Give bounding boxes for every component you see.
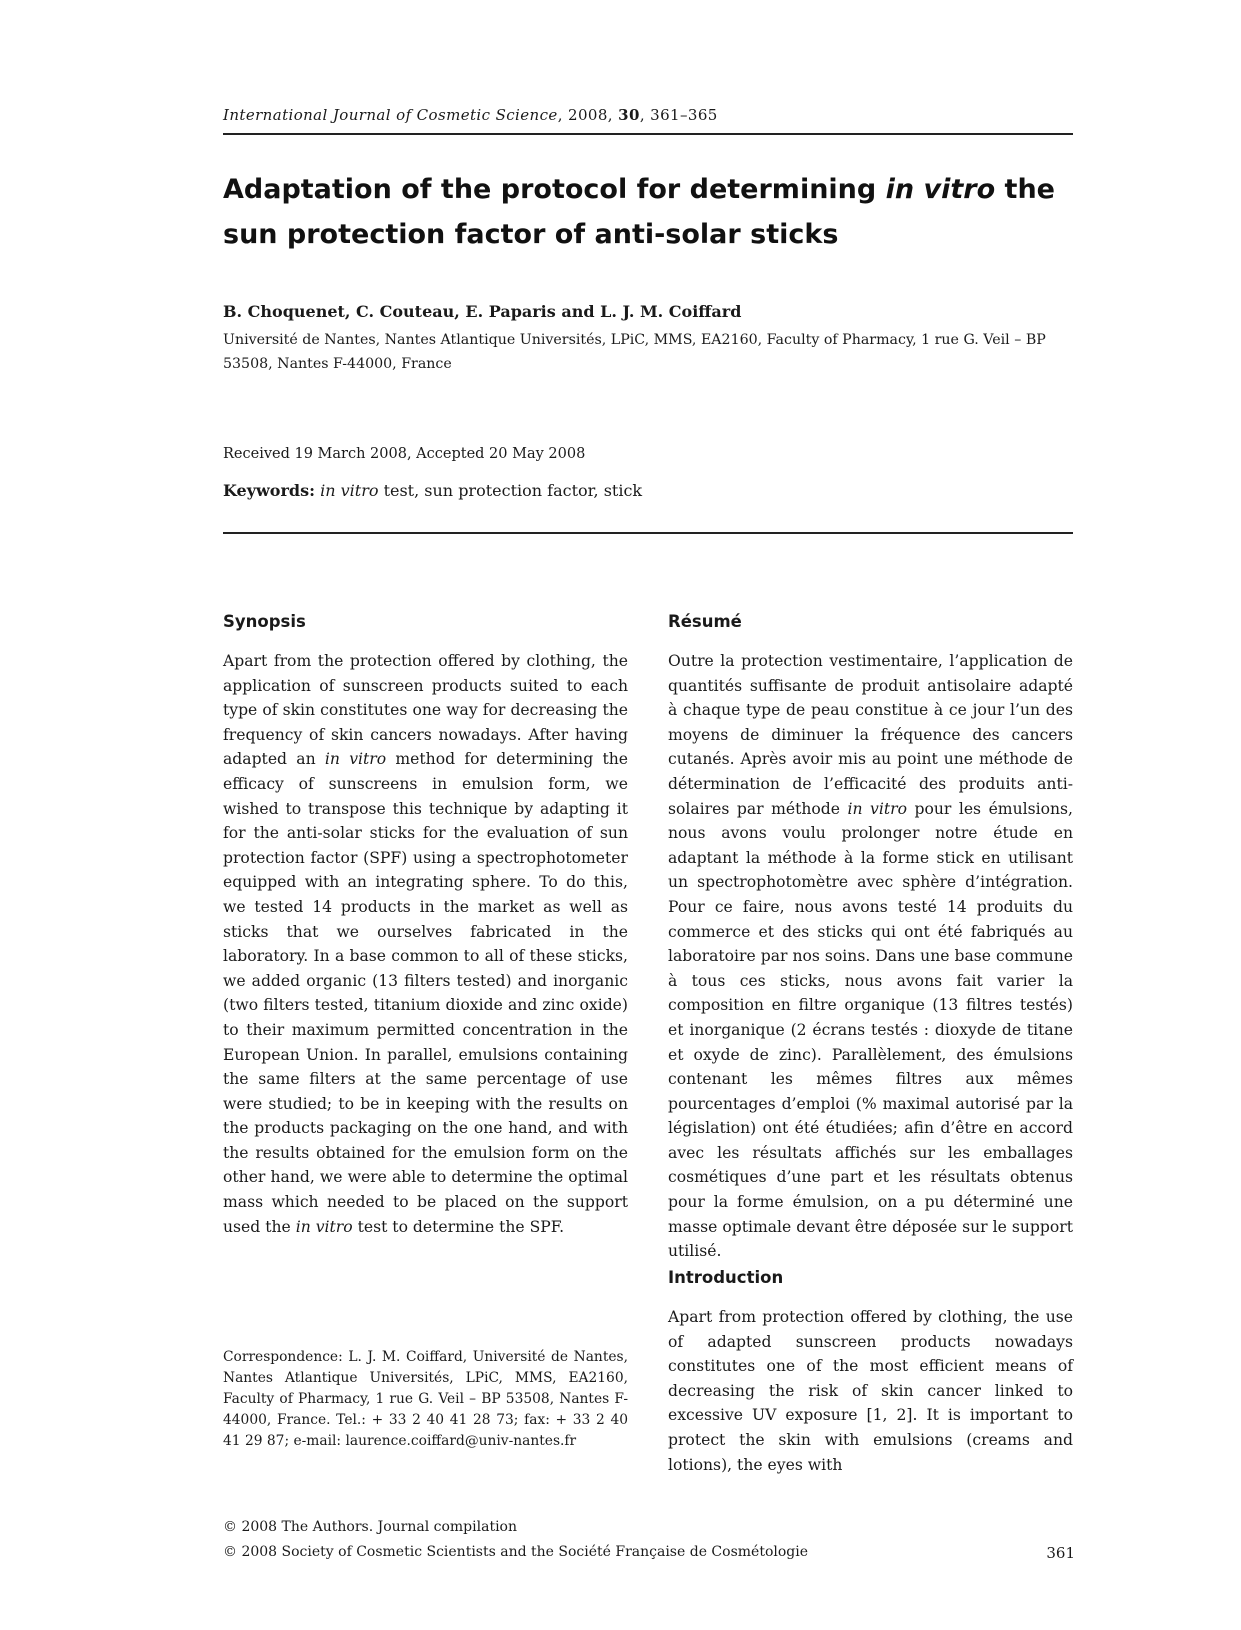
copyright-line-2: © 2008 Society of Cosmetic Scientists and the Société Française de Cosmétologie (223, 1544, 808, 1560)
affiliation: Université de Nantes, Nantes Atlantique Universités, LPiC, MMS, EA2160, Faculty of Pharmacy, 1 rue G. Veil – BP 53508, Nantes F-44000, France (223, 332, 1046, 372)
synopsis-italic-1: in vitro (324, 750, 387, 769)
copyright-line-1: © 2008 The Authors. Journal compilation (223, 1519, 517, 1535)
paper-title (223, 167, 1083, 257)
synopsis-italic-2: in vitro (295, 1217, 353, 1236)
resume-heading: Résumé (668, 612, 742, 631)
introduction-body (668, 1305, 1073, 1477)
title-italic: in vitro (885, 174, 996, 205)
header-rule (223, 133, 1073, 135)
title-part1: Adaptation of the protocol for determining (223, 174, 886, 205)
keywords-italic: in vitro (320, 481, 379, 500)
journal-name: International Journal of Cosmetic Science (223, 106, 558, 124)
journal-year: , 2008, (557, 106, 619, 124)
correspondence: Correspondence: L. J. M. Coiffard, Université de Nantes, Nantes Atlantique Universités, LPiC, MMS, EA2160, Faculty of Pharmacy, 1 rue G. Veil – BP 53508, Nantes F-44000, France. Tel.: + 33 2 40 41 28 73; fax: + 33 2 40 41 29 87; e-mail: laurence.coiffard@univ-nantes.fr (223, 1349, 628, 1449)
resume-text-1: Outre la protection vestimentaire, l’application de quantités suffisante de produit antisolaire adapté à chaque type de peau constitue à ce jour l’un des moyens de diminuer la fréquence des cancers cutanés. Après avoir mis au point une méthode de détermination de l’efficacité des produits anti-solaires par méthode (668, 652, 1073, 818)
received-dates: Received 19 March 2008, Accepted 20 May 2008 (223, 446, 586, 462)
synopsis-text-3: test to determine the SPF. (352, 1217, 565, 1236)
resume-body (668, 649, 1073, 1264)
synopsis-body (223, 649, 628, 1239)
keywords-rest: test, sun protection factor, stick (378, 481, 643, 500)
keywords (223, 481, 642, 500)
introduction-text: Apart from protection offered by clothing, the use of adapted sunscreen products nowadays constitutes one of the most efficient means of decreasing the risk of skin cancer linked to excessive UV exposure [1, 2]. It is important to protect the skin with emulsions (creams and lotions), the eyes with (668, 1308, 1073, 1474)
running-head (223, 106, 1073, 124)
synopsis-text-1: Apart from the protection offered by clothing, the application of sunscreen products suited to each type of skin constitutes one way for decreasing the frequency of skin cancers nowadays. After having adapted an (223, 652, 628, 769)
title-part2: the sun protection factor of anti-solar sticks (223, 174, 1055, 250)
introduction-heading: Introduction (668, 1268, 784, 1287)
journal-pages: , 361–365 (639, 106, 718, 124)
resume-italic: in vitro (847, 799, 907, 818)
synopsis-text-2: method for determining the efficacy of sunscreens in emulsion form, we wished to transpose this technique by adapting it for the anti-solar sticks for the evaluation of sun protection factor (SPF) using a spectrophotometer equipped with an integrating sphere. To do this, we tested 14 products in the market as well as sticks that we ourselves fabricated in the laboratory. In a base common to all of these sticks, we added organic (13 filters tested) and inorganic (two filters tested, titanium dioxide and zinc oxide) to their maximum permitted concentration in the European Union. In parallel, emulsions containing the same filters at the same percentage of use were studied; to be in keeping with the results on the products packaging on the one hand, and with the results obtained for the emulsion form on the other hand, we were able to determine the optimal mass which needed to be placed on the support used the (223, 750, 628, 1236)
resume-text-2: pour les émulsions, nous avons voulu prolonger notre étude en adaptant la méthode à la forme stick en utilisant un spectrophotomètre avec sphère d’intégration. Pour ce faire, nous avons testé 14 produits du commerce et des sticks qui ont été fabriqués au laboratoire par nos soins. Dans une base commune à tous ces sticks, nous avons fait varier la composition en filtre organique (13 filtres testés) et inorganique (2 écrans testés : dioxyde de titane et oxyde de zinc). Parallèlement, des émulsions contenant les mêmes filtres aux mêmes pourcentages d’emploi (% maximal autorisé par la législation) ont été étudiées; afin d’être en accord avec les résultats affichés sur les emballages cosmétiques d’une part et les résultats obtenus pour la forme émulsion, on a pu déterminé une masse optimale devant être déposée sur le support utilisé. (668, 799, 1073, 1261)
synopsis-heading: Synopsis (223, 612, 306, 631)
abstract-rule (223, 532, 1073, 534)
keywords-label: Keywords: (223, 481, 316, 500)
journal-volume: 30 (618, 106, 640, 124)
page-number: 361 (1046, 1544, 1075, 1562)
authors: B. Choquenet, C. Couteau, E. Paparis and L. J. M. Coiffard (223, 302, 742, 321)
